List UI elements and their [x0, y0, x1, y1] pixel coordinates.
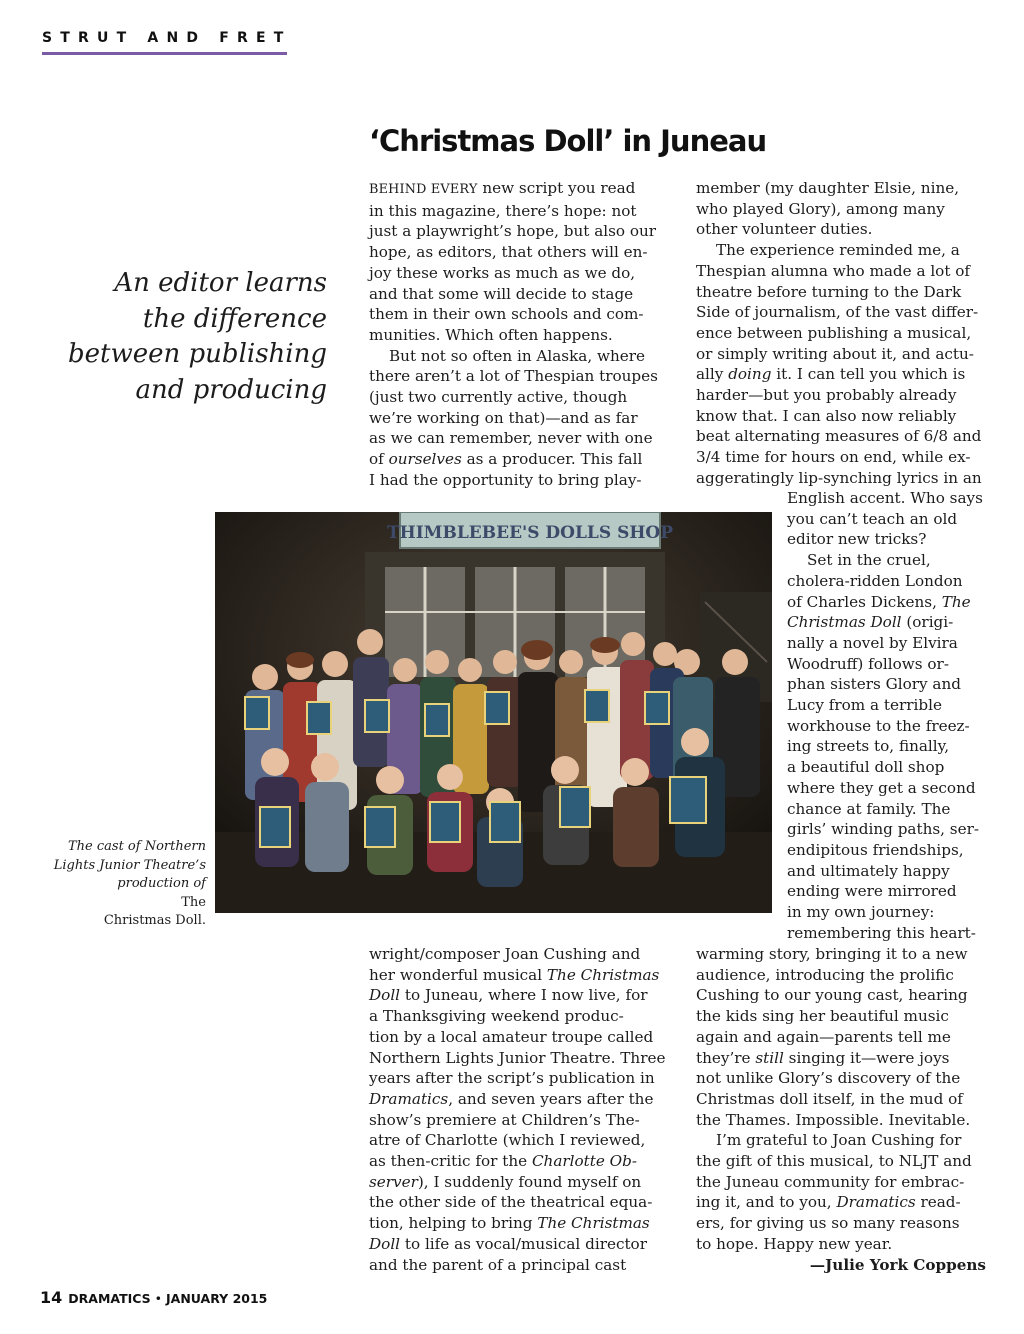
text-run: the kids sing her beautiful music [696, 1007, 949, 1026]
article-deck [40, 266, 327, 408]
text-line [696, 1172, 986, 1193]
text-line [696, 447, 986, 468]
text-run: in my own journey: [787, 903, 935, 922]
text-line [787, 529, 987, 550]
footer-separator: • [150, 1291, 166, 1306]
text-line [369, 325, 659, 346]
text-run: The experience reminded me, a [716, 241, 960, 260]
text-line [787, 612, 987, 633]
text-line [369, 1006, 659, 1027]
text-line [696, 1130, 986, 1151]
page-footer [40, 1288, 267, 1307]
text-run: Cushing to our young cast, hearing [696, 986, 968, 1005]
text-run: and that some will decide to stage [369, 284, 634, 303]
text-line [369, 944, 659, 965]
text-line [696, 1110, 986, 1131]
text-line [369, 985, 659, 1006]
text-run: Thespian alumna who made a lot of [696, 261, 971, 280]
caption-line [40, 912, 206, 931]
body-column-2-top [696, 178, 986, 489]
text-line [369, 178, 659, 201]
caption-line [40, 875, 206, 912]
issue-date: JANUARY 2015 [166, 1291, 268, 1306]
text-line [696, 1006, 986, 1027]
text-line [787, 923, 987, 944]
text-run: ing streets to, finally, [787, 737, 950, 756]
text-line [787, 674, 987, 695]
text-line [369, 1130, 659, 1151]
text-line [696, 240, 986, 261]
text-run: who played Glory), among many [696, 199, 945, 218]
text-run: ers, for giving us so many reasons [696, 1214, 960, 1233]
text-run: 3/4 time for hours on end, while ex- [696, 448, 971, 467]
text-line [696, 1089, 986, 1110]
text-line [787, 592, 987, 613]
text-run: a Thanksgiving weekend produc- [369, 1007, 624, 1026]
deck-line: the difference [142, 303, 327, 334]
text-run: of Charles Dickens, [787, 592, 942, 611]
italic-run: still [755, 1048, 784, 1067]
text-run: show’s premiere at Children’s The- [369, 1110, 640, 1129]
text-run: warming story, bringing it to a new [696, 945, 968, 963]
text-run: ence between publishing a musical, [696, 323, 972, 342]
text-run: munities. Which often happens. [369, 325, 613, 344]
text-line [696, 302, 986, 323]
text-run: beat alternating measures of 6/8 and [696, 427, 982, 446]
text-line [787, 716, 987, 737]
text-run: chance at family. The [787, 799, 951, 818]
text-line [696, 426, 986, 447]
text-run: of [369, 450, 389, 469]
text-line [696, 1151, 986, 1172]
text-line [787, 819, 987, 840]
italic-run: doing [728, 365, 772, 384]
text-run: editor new tricks? [787, 530, 927, 549]
italic-run: Dramatics [369, 1089, 449, 1108]
text-line [696, 178, 986, 199]
text-run: remembering this heart- [787, 923, 976, 942]
text-run: cholera-ridden London [787, 571, 963, 590]
text-run: tion, helping to bring [369, 1214, 538, 1233]
text-run: as a producer. This fall [461, 450, 643, 469]
text-line [696, 364, 986, 385]
cast-photo [215, 512, 772, 913]
text-line [696, 1068, 986, 1089]
text-run: there aren’t a lot of Thespian troupes [369, 367, 658, 386]
text-line [369, 1192, 659, 1213]
text-run: Christmas doll itself, in the mud of [696, 1089, 963, 1108]
text-line [369, 408, 659, 429]
text-run: hope, as editors, that others will en- [369, 243, 648, 262]
text-run: years after the script’s publication in [369, 1069, 655, 1088]
body-column-1-bottom [369, 944, 666, 1275]
text-line [787, 633, 987, 654]
text-line [696, 282, 986, 303]
shop-sign: THIMBLEBEE'S DOLLS SHOP [386, 523, 674, 543]
text-line [696, 1192, 986, 1213]
text-run: and the parent of a principal cast [369, 1255, 627, 1274]
italic-run: Lights Junior Theatre’s [53, 857, 206, 873]
text-run: as then-critic for the [369, 1152, 532, 1171]
text-run: But not so often in Alaska, where [389, 346, 646, 365]
text-run: ing it, and to you, [696, 1193, 837, 1212]
text-line [787, 488, 987, 509]
text-run: other volunteer duties. [696, 220, 873, 239]
text-line [696, 219, 986, 240]
text-line [696, 385, 986, 406]
text-run: ), I suddenly found myself on [417, 1172, 642, 1191]
italic-run: Doll [369, 1234, 401, 1253]
deck-line: An editor learns [114, 268, 327, 298]
text-line [696, 323, 986, 344]
text-line [787, 861, 987, 882]
text-line [369, 346, 659, 367]
text-run: phan sisters Glory and [787, 675, 961, 694]
text-line [696, 261, 986, 282]
text-run: not unlike Glory’s discovery of the [696, 1069, 961, 1088]
text-run: endipitous friendships, [787, 840, 964, 859]
text-run: BEHIND EVERY [369, 182, 478, 197]
text-line [369, 1027, 659, 1048]
text-run: girls’ winding paths, ser- [787, 820, 979, 839]
text-run: wright/composer Joan Cushing and [369, 945, 641, 963]
text-run: again and again—parents tell me [696, 1027, 951, 1046]
text-run: audience, introducing the prolific [696, 965, 954, 984]
text-line [696, 344, 986, 365]
text-run: (just two currently active, though [369, 388, 628, 407]
italic-run: production of [117, 876, 206, 891]
text-line [369, 470, 659, 491]
text-line [369, 1255, 659, 1276]
section-rule [42, 52, 287, 55]
text-line [787, 881, 987, 902]
italic-run: The [941, 592, 971, 611]
text-line [696, 1234, 986, 1255]
text-run: I had the opportunity to bring play- [369, 470, 642, 489]
italic-run: Dramatics [836, 1193, 916, 1212]
text-line [787, 778, 987, 799]
text-run: the other side of the theatrical equa- [369, 1193, 653, 1212]
text-run: know that. I can also now reliably [696, 406, 957, 425]
text-line [369, 449, 659, 470]
text-line [369, 1151, 659, 1172]
text-line [369, 366, 659, 387]
italic-run: Doll [369, 986, 401, 1005]
body-column-2-bottom [696, 944, 986, 1275]
caption-line [40, 838, 206, 857]
italic-run: ourselves [388, 450, 462, 469]
text-run: to hope. Happy new year. [696, 1234, 893, 1253]
text-line [369, 221, 659, 242]
text-line [787, 902, 987, 923]
publication-name: DRAMATICS [68, 1291, 151, 1306]
body-column-1-top [369, 178, 659, 491]
page-number: 14 [40, 1288, 63, 1307]
text-line [369, 387, 659, 408]
text-line [369, 1234, 659, 1255]
text-run: The [181, 894, 206, 910]
italic-run: The cast of Northern [68, 839, 206, 854]
text-run: Side of journalism, of the vast differ- [696, 303, 979, 322]
text-run: singing it—were joys [783, 1048, 950, 1067]
text-run: English accent. Who says [787, 489, 983, 507]
text-line [787, 571, 987, 592]
text-run: tion by a local amateur troupe called [369, 1027, 654, 1046]
text-line [787, 840, 987, 861]
text-run: read- [915, 1193, 961, 1212]
text-run: the Thames. Impossible. Inevitable. [696, 1110, 971, 1129]
text-line [369, 1172, 659, 1193]
text-run: and ultimately happy [787, 861, 950, 880]
text-line [696, 985, 986, 1006]
photo-caption [40, 838, 206, 931]
text-line [696, 1027, 986, 1048]
text-line [369, 428, 659, 449]
text-line [696, 944, 986, 965]
text-run: as we can remember, never with one [369, 429, 653, 448]
text-run: new script you read [477, 179, 636, 197]
text-line [787, 654, 987, 675]
text-line [696, 1048, 986, 1069]
text-run: harder—but you probably already [696, 386, 957, 405]
text-line [369, 965, 659, 986]
text-run: you can’t teach an old [787, 509, 958, 528]
text-line [787, 509, 987, 530]
text-run: theatre before turning to the Dark [696, 282, 962, 301]
text-run: Set in the cruel, [807, 551, 931, 570]
text-run: ally [696, 365, 729, 384]
cast-photo-illustration [215, 512, 772, 913]
deck-line: and producing [135, 374, 327, 405]
text-run: joy these works as much as we do, [369, 263, 636, 282]
text-run: aggeratingly lip-synching lyrics in an [696, 468, 982, 487]
text-run: ending were mirrored [787, 882, 957, 901]
text-line [787, 736, 987, 757]
italic-run: server [369, 1172, 418, 1191]
text-line [369, 1213, 659, 1234]
text-run: in this magazine, there’s hope: not [369, 201, 637, 220]
text-line [369, 1110, 659, 1131]
text-run: it. I can tell you which is [771, 365, 966, 384]
caption-line [40, 857, 206, 876]
text-line [369, 263, 659, 284]
text-run: Christmas Doll. [103, 913, 206, 928]
text-line [369, 304, 659, 325]
text-line [369, 242, 659, 263]
italic-run: The Christmas [537, 1214, 650, 1233]
text-run: atre of Charlotte (which I reviewed, [369, 1131, 646, 1150]
text-line [787, 757, 987, 778]
text-run: we’re working on that)—and as far [369, 408, 638, 427]
text-run: workhouse to the freez- [787, 716, 970, 735]
text-line [369, 201, 659, 222]
text-line [787, 799, 987, 820]
deck-line: between publishing [68, 339, 327, 369]
text-run: (origi- [901, 613, 954, 632]
section-kicker: STRUT AND FRET [42, 30, 292, 46]
text-line [369, 284, 659, 305]
text-run: member (my daughter Elsie, nine, [696, 179, 960, 197]
text-run: nally a novel by Elvira [787, 633, 958, 652]
text-run: a beautiful doll shop [787, 758, 945, 777]
text-run: to life as vocal/musical director [400, 1234, 647, 1253]
text-run: the gift of this musical, to NLJT and [696, 1152, 972, 1171]
text-run: to Juneau, where I now live, for [400, 986, 648, 1005]
text-run: just a playwright’s hope, but also our [369, 222, 657, 241]
text-run: her wonderful musical [369, 965, 547, 984]
italic-run: Christmas Doll [787, 613, 902, 632]
text-line [787, 695, 987, 716]
body-column-2-wrap [787, 488, 987, 943]
text-line [696, 468, 986, 489]
text-run: Woodruff) follows or- [787, 654, 949, 673]
text-line [369, 1048, 666, 1069]
text-line [696, 965, 986, 986]
italic-run: The Christmas [546, 965, 660, 984]
text-line [369, 1089, 659, 1110]
text-run: Northern Lights Junior Theatre. Three [369, 1048, 666, 1067]
text-run: or simply writing about it, and actu- [696, 344, 974, 363]
text-line [696, 1213, 986, 1234]
text-run: they’re [696, 1048, 756, 1067]
text-line [696, 406, 986, 427]
author-signature: —Julie York Coppens [809, 1255, 986, 1274]
text-line [369, 1068, 659, 1089]
text-run: I’m grateful to Joan Cushing for [716, 1131, 962, 1150]
text-line [787, 550, 987, 571]
text-run: , and seven years after the [448, 1089, 654, 1108]
text-run: the Juneau community for embrac- [696, 1172, 965, 1191]
text-run: where they get a second [787, 778, 976, 797]
text-run: them in their own schools and com- [369, 305, 644, 324]
text-run: Lucy from a terrible [787, 696, 942, 715]
article-title: ‘Christmas Doll’ in Juneau [369, 124, 767, 158]
text-line [696, 199, 986, 220]
italic-run: Charlotte Ob- [531, 1152, 637, 1171]
